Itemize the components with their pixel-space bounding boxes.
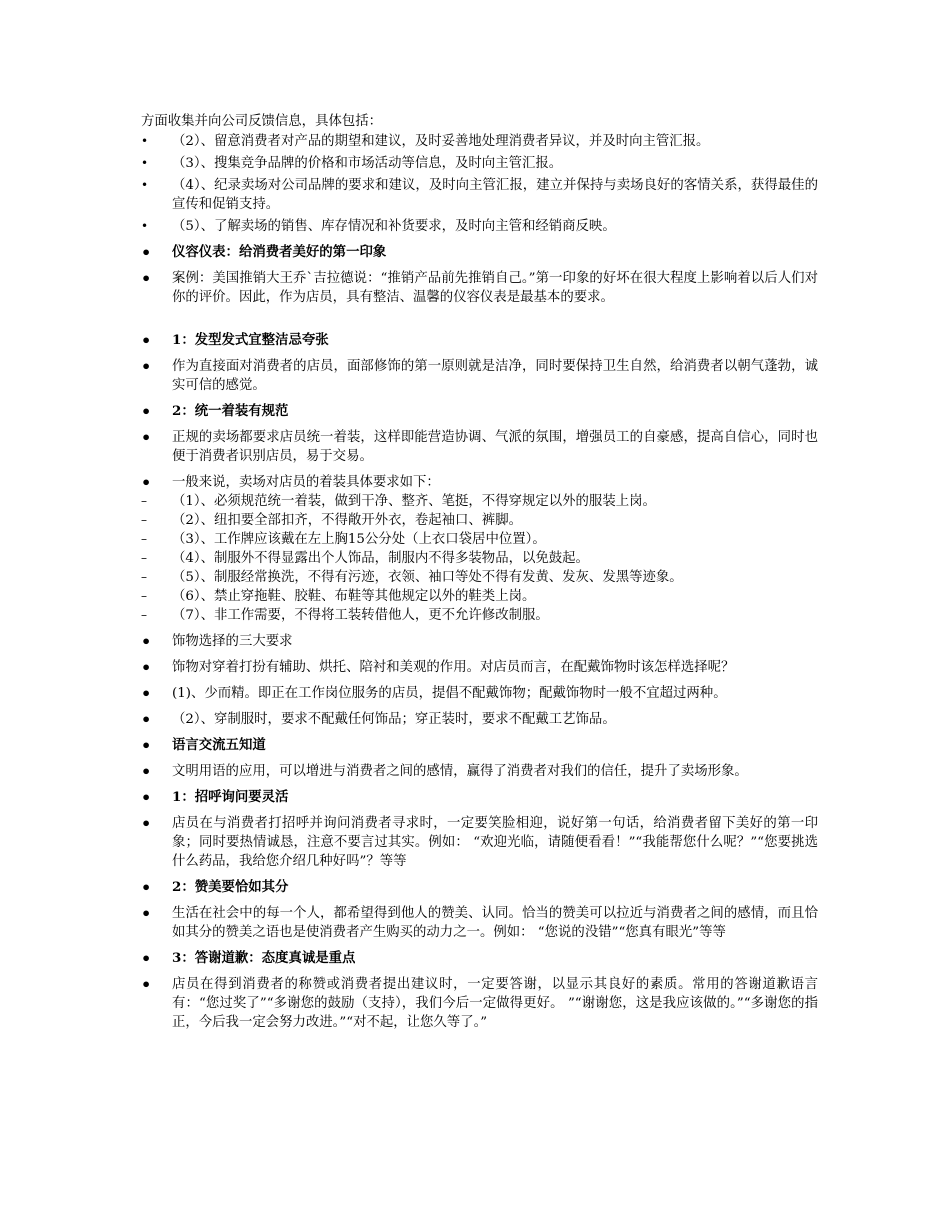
list-item: [141, 132, 818, 151]
item-text: 语言交流五知道: [172, 737, 266, 753]
item-text: 作为直接面对消费者的店员，面部修饰的第一原则就是洁净，同时要保持卫生自然，给消费者以朝气蓬勃，诚实可信的感觉。: [172, 359, 818, 393]
item-text: （2）、纽扣要全部扣齐，不得敞开外衣，卷起袖口、裤脚。: [172, 513, 522, 528]
dash-bullet-icon: –: [141, 532, 147, 546]
intro-line: 方面收集并向公司反馈信息，具体包括：: [141, 114, 383, 129]
list-item: [141, 814, 818, 871]
list-item: [141, 154, 818, 173]
item-text: （5）、了解卖场的销售、库存情况和补货要求，及时向主管和经销商反映。: [172, 219, 616, 234]
list-item: [141, 492, 818, 511]
list-item: [141, 428, 818, 466]
list-item: [141, 269, 818, 307]
bullet-icon: •: [141, 949, 152, 968]
item-text: 饰物对穿着打扮有辅助、烘托、陪衬和美观的作用。对店员而言，在配戴饰物时该怎样选择呢？: [172, 660, 735, 675]
item-text: 店员在与消费者打招呼并询问消费者寻求时，一定要笑脸相迎，说好第一句话，给消费者留下美好的第一印象；同时要热情诚恳，注意不要言过其实。例如： “欢迎光临，请随便看看！”“我能帮您什么呢？”“您要挑选什么药品，我给您介绍几种好吗”？等等: [172, 816, 818, 869]
item-text: （7）、非工作需要，不得将工装转借他人，更不允许修改制服。: [172, 608, 549, 623]
bullet-icon: •: [141, 878, 152, 897]
section-heading: [141, 736, 818, 755]
list-item: [141, 473, 818, 492]
list-item: [141, 568, 818, 587]
item-text: 生活在社会中的每一个人，都希望得到他人的赞美、认同。恰当的赞美可以拉近与消费者之间的感情，而且恰如其分的赞美之语也是使消费者产生购买的动力之一。例如： “您说的没错”“您真有眼光”等等: [172, 906, 818, 940]
bullet-icon: •: [141, 269, 152, 288]
bullet-icon: •: [141, 219, 149, 233]
section-heading: [141, 243, 818, 262]
bullet-icon: •: [141, 904, 152, 923]
bullet-icon: •: [141, 736, 152, 755]
bullet-icon: •: [141, 428, 152, 447]
item-text: 店员在得到消费者的称赞或消费者提出建议时，一定要答谢，以显示其良好的素质。常用的答谢道歉语言有：“您过奖了”“多谢您的鼓励（支持），我们今后一定做得更好。 ”“谢谢您，这是我应该做的。”“多谢您的指正，今后我一定会努力改进。”“对不起，让您久等了。”: [172, 977, 818, 1030]
dash-bullet-icon: –: [141, 589, 147, 603]
item-text: （4）、纪录卖场对公司品牌的要求和建议，及时向主管汇报，建立并保持与卖场良好的客情关系，获得最佳的宣传和促销支持。: [172, 178, 818, 212]
item-text: 1：招呼询问要灵活: [172, 789, 289, 805]
list-item: [141, 632, 818, 651]
dash-bullet-icon: –: [141, 513, 147, 527]
item-text: 案例：美国推销大王乔`吉拉德说：“推销产品前先推销自己。”第一印象的好坏在很大程度上影响着以后人们对你的评价。因此，作为店员，具有整洁、温馨的仪容仪表是最基本的要求。: [172, 271, 818, 305]
bullet-icon: •: [141, 402, 152, 421]
dash-bullet-icon: –: [141, 570, 147, 584]
item-text: （3）、搜集竞争品牌的价格和市场活动等信息，及时向主管汇报。: [172, 156, 563, 171]
item-text: （5）、制服经常换洗，不得有污迹，衣领、袖口等处不得有发黄、发灰、发黑等迹象。: [172, 570, 683, 585]
item-text: （6）、禁止穿拖鞋、胶鞋、布鞋等其他规定以外的鞋类上岗。: [172, 589, 536, 604]
list-item: [141, 658, 818, 677]
bullet-icon: •: [141, 632, 152, 651]
item-text: （4）、制服外不得显露出个人饰品，制服内不得多装物品，以免鼓起。: [172, 551, 589, 566]
list-item: [141, 511, 818, 530]
bullet-icon: •: [141, 243, 152, 262]
bullet-icon: •: [141, 357, 152, 376]
bullet-icon: •: [141, 975, 152, 994]
list-item: [141, 176, 818, 214]
dash-bullet-icon: –: [141, 551, 147, 565]
item-text: （1）、必须规范统一着装，做到干净、整齐、笔挺，不得穿规定以外的服装上岗。: [172, 494, 656, 509]
item-text: （3）、工作牌应该戴在左上胸15公分处（上衣口袋居中位置）。: [172, 532, 546, 547]
bullet-icon: •: [141, 788, 152, 807]
section-heading: [141, 331, 818, 350]
section-heading: [141, 788, 818, 807]
bullet-icon: •: [141, 762, 152, 781]
list-item: [141, 684, 818, 703]
section-heading: [141, 402, 818, 421]
bullet-icon: •: [141, 658, 152, 677]
item-text: （2）、留意消费者对产品的期望和建议，及时妥善地处理消费者异议，并及时向主管汇报。: [172, 134, 710, 149]
item-text: (1)、少而精。即正在工作岗位服务的店员，提倡不配戴饰物；配戴饰物时一般不宜超过两种。: [172, 686, 727, 701]
section-heading: [141, 878, 818, 897]
list-item: [141, 904, 818, 942]
bullet-icon: •: [141, 684, 152, 703]
item-text: 一般来说，卖场对店员的着装具体要求如下：: [172, 475, 440, 490]
list-item: [141, 530, 818, 549]
list-item: [141, 606, 818, 625]
bullet-icon: •: [141, 178, 149, 192]
item-text: 正规的卖场都要求店员统一着装，这样即能营造协调、气派的氛围，增强员工的自豪感，提高自信心，同时也便于消费者识别店员，易于交易。: [172, 430, 818, 464]
dash-bullet-icon: –: [141, 494, 147, 508]
item-text: 1：发型发式宜整洁忌夸张: [172, 332, 329, 348]
list-item: [141, 357, 818, 395]
bullet-icon: •: [141, 331, 152, 350]
list-item: [141, 710, 818, 729]
list-item: [141, 762, 818, 781]
document-body: [141, 132, 818, 1032]
item-text: 2：统一着装有规范: [172, 403, 289, 419]
item-text: 饰物选择的三大要求: [172, 634, 293, 649]
section-heading: [141, 949, 818, 968]
dash-bullet-icon: –: [141, 608, 147, 622]
list-item: [141, 587, 818, 606]
list-item: [141, 217, 818, 236]
bullet-icon: •: [141, 814, 152, 833]
list-item: [141, 975, 818, 1032]
list-item: [141, 549, 818, 568]
bullet-icon: •: [141, 710, 152, 729]
item-text: （2）、穿制服时，要求不配戴任何饰品；穿正装时，要求不配戴工艺饰品。: [172, 712, 616, 727]
bullet-icon: •: [141, 473, 152, 492]
item-text: 文明用语的应用，可以增进与消费者之间的感情，赢得了消费者对我们的信任，提升了卖场形象。: [172, 764, 748, 779]
item-text: 仪容仪表：给消费者美好的第一印象: [172, 244, 387, 260]
item-text: 3：答谢道歉：态度真诚是重点: [172, 950, 356, 966]
bullet-icon: •: [141, 134, 149, 148]
bullet-icon: •: [141, 156, 149, 170]
item-text: 2：赞美要恰如其分: [172, 879, 289, 895]
